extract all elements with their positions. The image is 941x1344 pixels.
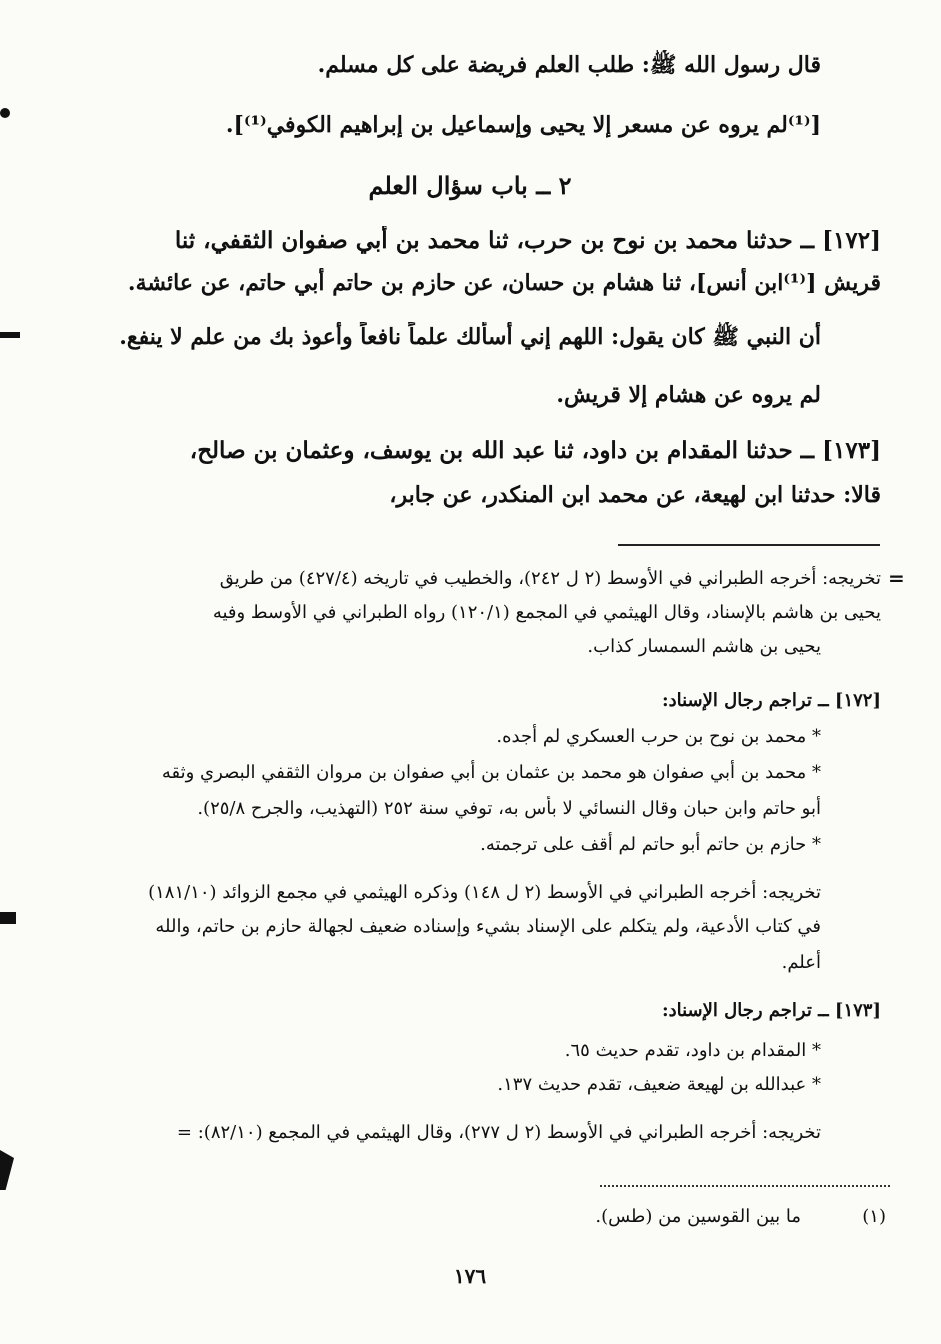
note-line: * حازم بن حاتم أبو حاتم لم أقف على ترجمته. xyxy=(480,834,821,855)
note-line: أعلم. xyxy=(781,952,821,973)
note-line: يحيى بن هاشم بالإسناد، وقال الهيثمي في المجمع (١٢٠/١) رواه الطبراني في الأوسط وفيه xyxy=(212,602,881,623)
note-heading: [١٧٢] ــ تراجم رجال الإسناد: xyxy=(661,690,881,711)
note-line: تخريجه: أخرجه الطبراني في الأوسط (٢ ل ١٤٨) وذكره الهيثمي في مجمع الزوائد (١٨١/١٠) xyxy=(148,882,821,903)
footnote-separator xyxy=(600,1185,890,1187)
hadith-text-line: [١٧٢] ــ حدثنا محمد بن نوح بن حرب، ثنا محمد بن أبي صفوان الثقفي، ثنا xyxy=(174,227,881,254)
scan-mark xyxy=(0,332,20,338)
note-line: في كتاب الأدعية، ولم يتكلم على الإسناد بشيء وإسناده ضعيف لجهالة حازم بن حاتم، والله xyxy=(155,916,821,937)
notes-separator xyxy=(618,544,880,546)
scan-mark xyxy=(0,912,16,924)
footnote-text: ما بين القوسين من (طس). xyxy=(595,1206,801,1227)
page-number: ١٧٦ xyxy=(453,1264,487,1288)
continuation-mark: = xyxy=(888,566,905,590)
scan-mark xyxy=(0,1150,14,1190)
hadith-text-line: أن النبي ﷺ كان يقول: اللهم إني أسألك علماً نافعاً وأعوذ بك من علم لا ينفع. xyxy=(119,324,821,350)
note-line: * عبدالله بن لهيعة ضعيف، تقدم حديث ١٣٧. xyxy=(497,1074,821,1095)
chapter-heading: ٢ ــ باب سؤال العلم xyxy=(368,171,572,200)
footnote-number: (١) xyxy=(862,1206,886,1227)
note-line: أبو حاتم وابن حبان وقال النسائي لا بأس به، توفي سنة ٢٥٢ (التهذيب، والجرح ٢٥/٨). xyxy=(197,798,821,819)
note-heading: [١٧٣] ــ تراجم رجال الإسناد: xyxy=(661,1000,881,1021)
note-line: * المقدام بن داود، تقدم حديث ٦٥. xyxy=(564,1040,821,1061)
hadith-text-line: لم يروه عن هشام إلا قريش. xyxy=(556,382,821,408)
note-line: تخريجه: أخرجه الطبراني في الأوسط (٢ ل ٢٤٢)، والخطيب في تاريخه (٤٢٧/٤) من طريق xyxy=(219,568,881,589)
note-line: تخريجه: أخرجه الطبراني في الأوسط (٢ ل ٢٧٧)، وقال الهيثمي في المجمع (٨٢/١٠): = xyxy=(176,1122,821,1143)
hadith-text-line: [⁽¹⁾لم يروه عن مسعر إلا يحيى وإسماعيل بن إبراهيم الكوفي⁽¹⁾]. xyxy=(225,112,821,138)
scan-mark xyxy=(0,108,10,118)
note-line: * محمد بن أبي صفوان هو محمد بن عثمان بن أبي صفوان بن مروان الثقفي البصري وثقه xyxy=(161,762,821,783)
hadith-text-line: قريش [⁽¹⁾ابن أنس]، ثنا هشام بن حسان، عن حازم بن حاتم أبي حاتم، عن عائشة. xyxy=(127,270,881,296)
hadith-text-line: قال رسول الله ﷺ: طلب العلم فريضة على كل مسلم. xyxy=(317,52,821,78)
hadith-text-line: قالا: حدثنا ابن لهيعة، عن محمد ابن المنكدر، عن جابر، xyxy=(389,482,881,508)
hadith-text-line: [١٧٣] ــ حدثنا المقدام بن داود، ثنا عبد الله بن يوسف، وعثمان بن صالح، xyxy=(189,437,881,464)
note-line: * محمد بن نوح بن حرب العسكري لم أجده. xyxy=(496,726,821,747)
note-line: يحيى بن هاشم السمسار كذاب. xyxy=(587,636,821,657)
